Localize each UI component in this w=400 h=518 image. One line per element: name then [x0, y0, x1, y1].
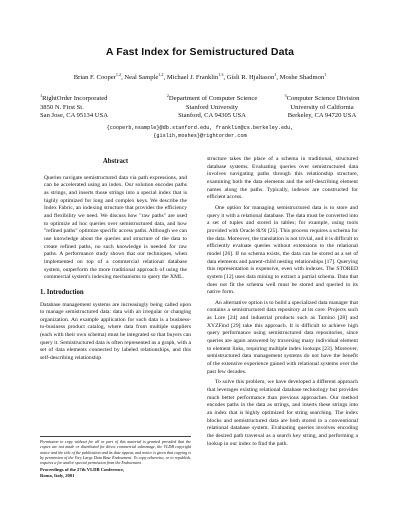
- introduction-heading: 1. Introduction: [40, 288, 84, 296]
- affiliation-marker: 1: [40, 92, 43, 98]
- abstract-text: Queries navigate semistructured data via path expressions, and can be accelerated using an index. Our solution encodes paths as strings, and inserts those strings into a special index that is highly optimized for long and complex keys. We describe the Index Fabric, an indexing structure that provides the efficiency and flexibility we need. We discuss how "raw paths" are used to optimize ad hoc queries over semistructured data, and how "refined paths" optimize specific access paths. Although we can use knowledge about the queries and structure of the data to create refined paths, no such knowledge is needed for raw paths. A performance study shows that our techniques, when implemented on top of a commercial relational database system, outperform the more traditional approach of using the commercial system's indexing mechanisms to query the XML.: [44, 174, 187, 281]
- author-name: Michael J. Franklin: [166, 74, 219, 81]
- affiliation-block: [163, 92, 261, 121]
- author-affiliation-marker: 1: [274, 71, 277, 77]
- author-name: Brian F. Cooper: [73, 74, 116, 81]
- right-column: [207, 156, 358, 448]
- affiliation-line: 3850 N. First St.: [40, 103, 84, 111]
- author-name: Gísli R. Hjaltason: [226, 74, 275, 81]
- affiliation-line: San Jose, CA 95134 USA: [40, 112, 108, 120]
- copyright-footnote: [40, 436, 191, 479]
- affiliation-line: University of California: [290, 103, 354, 111]
- body-paragraph: One option for managing semistructured data is to store and query it with a relational database. The data must be converted into a set of tuples and stored in tables; for example, using tools provided with Oracle 8i/9i [25]. This process requires a schema for the data. Moreover, the translation is not trivial, and it is difficult to efficiently evaluate queries without extensions to the relational model [26]. If no schema exists, the data can be stored as a set of data elements and parent-child nesting relationships [17]. Querying this representation is expensive, even with indexes. The STORED system [12] uses data mining to extract a partial schema. Data that does not fit the schema well must be stored and queried in its native form.: [207, 204, 358, 296]
- author-name: Moshe Shadmon: [279, 74, 325, 81]
- author-name: Neal Sample: [124, 74, 159, 81]
- body-paragraph: structure takes the place of a schema in traditional, structured database systems. Evaluating queries over semistructured data involves navigating paths through this relationship structure, examining both the data elements and the self-describing element names along the paths. Typically, indexes are constructed for efficient access.: [207, 156, 358, 201]
- email-line: {gislih,moshes}@rightorder.com: [153, 132, 247, 139]
- author-affiliation-marker: 1,3: [218, 71, 224, 77]
- affiliation-line: Computer Science Division: [286, 95, 360, 102]
- author-affiliation-marker: 1,2: [158, 71, 164, 77]
- affiliation-marker: 2: [166, 92, 169, 98]
- affiliation-line: Stanford University: [185, 103, 239, 111]
- email-line: {cooperb,nsample}@db.stanford.edu, franklin@cs.berkeley.edu,: [106, 125, 294, 131]
- introduction-text: Database management systems are increasingly being called upon to manage semistructured data: data with an irregular or changing organization. An example application for such data is a business-to-business product catalog, where data from multiple suppliers (each with their own schema) must be integrated so that buyers can query it. Semistructured data is often represented as a graph, with a set of data elements connected by labeled relationships, and this self-describing relationship: [40, 301, 191, 362]
- affiliation-line: Berkeley, CA 94720 USA: [287, 112, 357, 120]
- paper-title: A Fast Index for Semistructured Data: [105, 46, 295, 58]
- affiliation-block: [40, 92, 108, 121]
- author-affiliation-marker: 1: [324, 71, 327, 77]
- affiliation-line: Stanford, CA 94305 USA: [178, 112, 246, 120]
- affiliation-line: RightOrder Incorporated: [42, 95, 108, 102]
- affiliation-line: Department of Computer Science: [168, 95, 258, 102]
- conference-location: Roma, Italy, 2001: [40, 473, 75, 479]
- proceedings-line: Proceedings of the 27th VLDB Conference,: [40, 467, 125, 473]
- permission-notice: Permission to copy without fee all or part of this material is granted provided that the copies are not made or distributed for direct commercial advantage, the VLDB copyright notice and the title of the publication and its date appear, and notice is given that copying is by permission of the Very Large Data Base Endowment. To copy otherwise, or to republish, requires a fee and/or special permission from the Endowment.: [40, 439, 191, 466]
- affiliation-block: [270, 92, 374, 121]
- body-paragraph: To solve this problem, we have developed a different approach that leverages existing relational database technology but provides much better performance than previous approaches. Our method encodes paths in the data as strings, and inserts these strings into an index that is highly optimized for string searching. The index blocks and semistructured data are both stored in a conventional relational database system. Evaluating queries involves encoding the desired path traversal as a search key string, and performing a lookup in our index to find the path.: [207, 379, 358, 447]
- affiliation-marker: 3: [284, 92, 287, 98]
- left-column: [40, 154, 191, 363]
- author-list: Brian F. Cooper$^{1,2}$, Neal Sample$^{1,2}$, Michael J. Franklin$^{1,3}$, Gísli R. Hjaltason$^1$, Moshe Shadmon$^1$: [73, 71, 327, 81]
- author-affiliation-marker: 1,2: [115, 71, 122, 77]
- body-paragraph: An alternative option is to build a specialized data manager that contains a semistructured data repository at its core. Projects such as Lore [24] and industrial products such as Tamino [28] and XYZFind [29] take this approach. It is difficult to achieve high query performance using semistructured data repositories, since queries are again answered by traversing many individual element to element links, requiring multiple index lookups [23]. Moreover, semistructured data management systems do not have the benefit of the extensive experience gained with relational systems over the past few decades.: [207, 299, 358, 375]
- abstract-heading: Abstract: [102, 158, 129, 165]
- author-emails: [0, 125, 400, 140]
